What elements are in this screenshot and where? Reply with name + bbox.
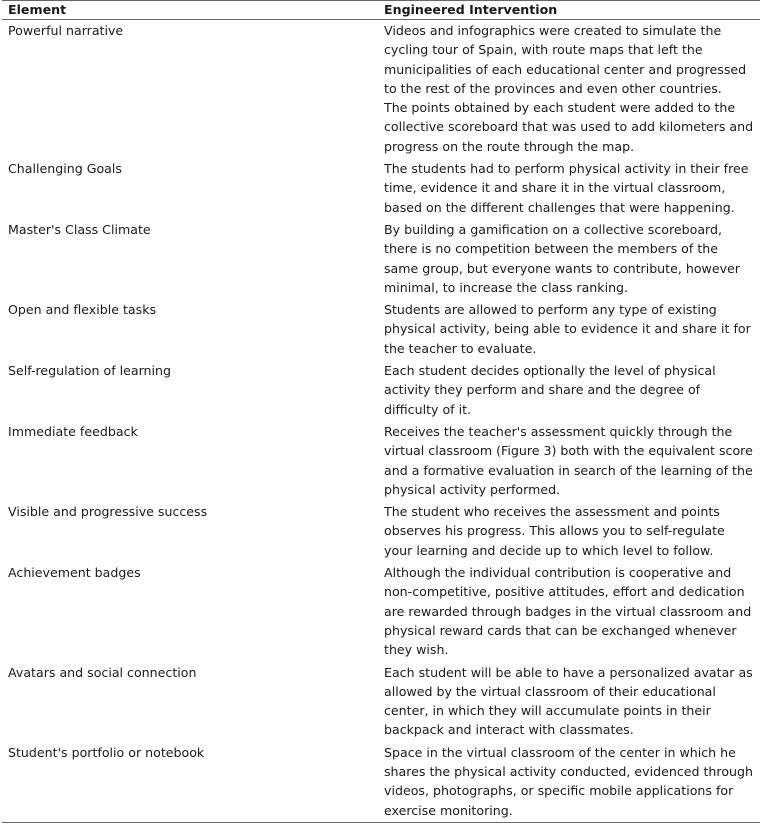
element-cell: Student's portfolio or notebook — [2, 742, 378, 823]
intervention-cell — [378, 421, 760, 501]
table-row — [2, 501, 760, 562]
element-cell: Visible and progressive success — [8, 504, 208, 520]
element-cell: Achievement badges — [8, 565, 141, 581]
intervention-cell — [378, 501, 760, 562]
intervention-cell — [378, 299, 760, 360]
intervention-paragraph: The students had to perform physical activity in their free time, evidence it and share it in the virtual classroom, based on the different challenges that were happening. — [384, 161, 749, 215]
column-header-element: Element — [2, 1, 378, 20]
intervention-paragraph: Students are allowed to perform any type of existing physical activity, being able to evidence it and share it for the teacher to evaluate. — [384, 302, 751, 356]
intervention-paragraph: The student who receives the assessment and points observes his progress. This allows you to self-regulate your learning and decide up to which level to follow. — [384, 504, 725, 558]
table-row — [2, 742, 760, 823]
gamification-elements-table — [2, 0, 760, 823]
intervention-cell — [378, 20, 760, 159]
table-row — [2, 562, 760, 661]
element-cell: Master's Class Climate — [8, 221, 151, 237]
intervention-cell — [378, 219, 760, 299]
element-cell: Self-regulation of learning — [8, 363, 172, 379]
table-row — [2, 360, 760, 421]
table-header — [2, 1, 760, 20]
element-cell: Immediate feedback — [8, 423, 138, 439]
element-cell: Avatars and social connection — [8, 664, 197, 680]
intervention-paragraph: The points obtained by each student were added to the collective scoreboard that was used to add kilometers and progress on the route through the map. — [384, 100, 754, 154]
intervention-paragraph: Videos and infographics were created to simulate the cycling tour of Spain, with route maps that left the municipalities of each educational center and progressed to the rest of the provinces and even other countries. — [384, 23, 747, 96]
element-cell: Challenging Goals — [8, 161, 122, 177]
intervention-cell — [378, 360, 760, 421]
intervention-paragraph: Receives the teacher's assessment quickly through the virtual classroom (Figure 3) both with the equivalent score and a formative evaluation in search of the learning of the physical activity performed. — [384, 423, 753, 497]
table-row — [2, 421, 760, 501]
intervention-paragraph: Space in the virtual classroom of the center in which he shares the physical activity conducted, evidenced through videos, photographs, or specific mobile applications for exercise monitoring. — [384, 744, 753, 818]
table-row — [2, 158, 760, 219]
table-row — [2, 20, 760, 159]
table-row — [2, 662, 760, 742]
table-body — [2, 20, 760, 823]
intervention-paragraph: Although the individual contribution is cooperative and non-competitive, positive attitudes, effort and dedication are rewarded through badges in the virtual classroom and physical reward cards that can be exchanged whenever they wish. — [384, 565, 752, 658]
intervention-cell — [378, 662, 760, 742]
table-row — [2, 299, 760, 360]
intervention-cell — [378, 158, 760, 219]
element-cell: Powerful narrative — [8, 23, 124, 38]
header-row — [2, 1, 760, 20]
intervention-cell — [378, 562, 760, 661]
intervention-paragraph: Each student will be able to have a personalized avatar as allowed by the virtual classroom of their educational center, in which they will accumulate points in their backpack and interact with classmates. — [384, 664, 753, 738]
element-cell: Open and flexible tasks — [8, 302, 157, 318]
gamification-table-container — [2, 0, 760, 823]
column-header-intervention: Engineered Intervention — [378, 1, 760, 20]
intervention-paragraph: Each student decides optionally the level of physical activity they perform and share and the degree of difficulty of it. — [384, 363, 716, 417]
intervention-cell — [378, 742, 760, 823]
intervention-paragraph: By building a gamification on a collective scoreboard, there is no competition between the members of the same group, but everyone wants to contribute, however minimal, to increase the class ranking. — [384, 221, 740, 295]
table-row — [2, 219, 760, 299]
